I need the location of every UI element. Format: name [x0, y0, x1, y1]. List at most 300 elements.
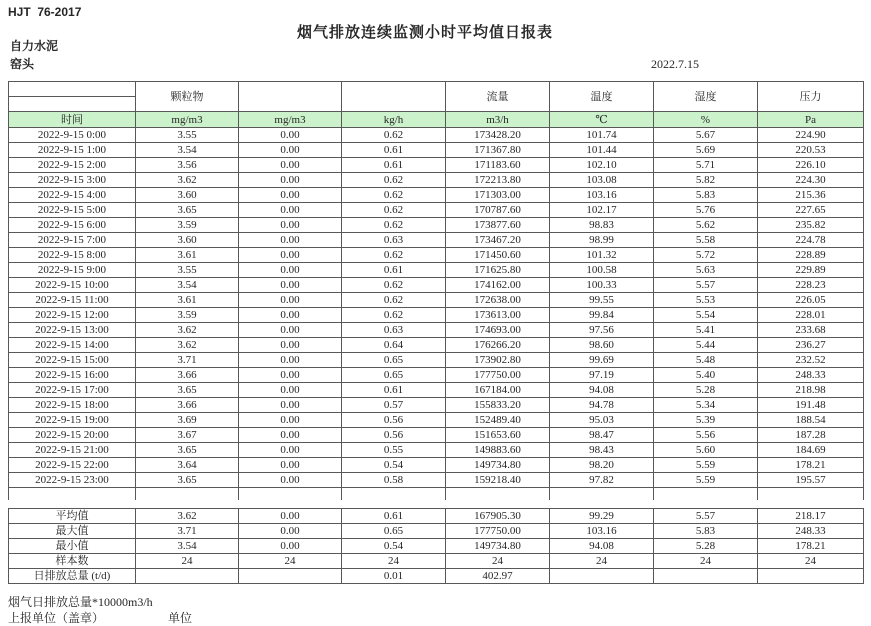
- value-cell: 5.28: [654, 383, 758, 398]
- time-cell: 2022-9-15 13:00: [9, 323, 136, 338]
- summary-label-cell: 样本数: [9, 554, 136, 569]
- value-cell: 235.82: [758, 218, 864, 233]
- value-cell: 5.54: [654, 308, 758, 323]
- value-cell: 3.54: [136, 539, 239, 554]
- value-cell: 0.00: [239, 293, 342, 308]
- value-cell: 3.62: [136, 338, 239, 353]
- table-row: [9, 413, 864, 428]
- split-top-cell: [9, 83, 135, 97]
- value-cell: [654, 569, 758, 584]
- value-cell: 24: [758, 554, 864, 569]
- unit-header-mgm3-2: mg/m3: [239, 112, 342, 128]
- value-cell: 0.00: [239, 158, 342, 173]
- value-cell: 0.00: [239, 353, 342, 368]
- value-cell: 0.63: [342, 323, 446, 338]
- value-cell: 3.55: [136, 263, 239, 278]
- group-header-humidity: 湿度: [654, 82, 758, 112]
- value-cell: [758, 569, 864, 584]
- value-cell: 5.53: [654, 293, 758, 308]
- table-row: [9, 338, 864, 353]
- value-cell: 0.00: [239, 308, 342, 323]
- value-cell: 248.33: [758, 368, 864, 383]
- empty-cell: [550, 488, 654, 500]
- value-cell: 0.65: [342, 524, 446, 539]
- time-cell: 2022-9-15 12:00: [9, 308, 136, 323]
- time-cell: 2022-9-15 7:00: [9, 233, 136, 248]
- value-cell: 95.03: [550, 413, 654, 428]
- time-cell: 2022-9-15 10:00: [9, 278, 136, 293]
- company-name: 自力水泥: [10, 39, 59, 53]
- summary-label-cell: 最小值: [9, 539, 136, 554]
- group-header-pressure: 压力: [758, 82, 864, 112]
- value-cell: 248.33: [758, 524, 864, 539]
- value-cell: 177750.00: [446, 368, 550, 383]
- page-title: 烟气排放连续监测小时平均值日报表: [296, 25, 553, 41]
- value-cell: 226.10: [758, 158, 864, 173]
- time-cell: 2022-9-15 18:00: [9, 398, 136, 413]
- summary-row: [9, 524, 864, 539]
- value-cell: 402.97: [446, 569, 550, 584]
- time-cell: 2022-9-15 15:00: [9, 353, 136, 368]
- value-cell: 3.54: [136, 143, 239, 158]
- empty-cell: [342, 488, 446, 500]
- value-cell: 0.62: [342, 188, 446, 203]
- value-cell: 3.62: [136, 509, 239, 524]
- value-cell: 229.89: [758, 263, 864, 278]
- value-cell: 236.27: [758, 338, 864, 353]
- value-cell: 177750.00: [446, 524, 550, 539]
- value-cell: 0.00: [239, 143, 342, 158]
- value-cell: 0.56: [342, 413, 446, 428]
- value-cell: 0.00: [239, 509, 342, 524]
- value-cell: 0.00: [239, 263, 342, 278]
- value-cell: 99.29: [550, 509, 654, 524]
- table-row: [9, 473, 864, 488]
- value-cell: 3.65: [136, 383, 239, 398]
- value-cell: 5.44: [654, 338, 758, 353]
- value-cell: 5.69: [654, 143, 758, 158]
- value-cell: 174162.00: [446, 278, 550, 293]
- value-cell: 5.58: [654, 233, 758, 248]
- table-row: [9, 443, 864, 458]
- summary-row: [9, 539, 864, 554]
- value-cell: 103.08: [550, 173, 654, 188]
- value-cell: 3.59: [136, 218, 239, 233]
- value-cell: 94.08: [550, 539, 654, 554]
- value-cell: 0.00: [239, 413, 342, 428]
- value-cell: 94.78: [550, 398, 654, 413]
- group-header-pm: 颗粒物: [136, 82, 239, 112]
- table-row: [9, 158, 864, 173]
- empty-cell: [654, 488, 758, 500]
- table-row: [9, 398, 864, 413]
- value-cell: 228.01: [758, 308, 864, 323]
- table-row: [9, 233, 864, 248]
- time-cell: 2022-9-15 1:00: [9, 143, 136, 158]
- value-cell: 149883.60: [446, 443, 550, 458]
- empty-cell: [446, 488, 550, 500]
- value-cell: 5.83: [654, 188, 758, 203]
- value-cell: 5.57: [654, 278, 758, 293]
- value-cell: 0.64: [342, 338, 446, 353]
- value-cell: 0.00: [239, 524, 342, 539]
- value-cell: 5.48: [654, 353, 758, 368]
- value-cell: 98.99: [550, 233, 654, 248]
- value-cell: 224.90: [758, 128, 864, 143]
- time-cell: 2022-9-15 8:00: [9, 248, 136, 263]
- value-cell: 5.59: [654, 458, 758, 473]
- group-header-empty-2: [342, 82, 446, 112]
- value-cell: 24: [342, 554, 446, 569]
- value-cell: 98.83: [550, 218, 654, 233]
- table-row: [9, 248, 864, 263]
- table-row: [9, 188, 864, 203]
- group-header-empty-1: [239, 82, 342, 112]
- summary-row: [9, 569, 864, 584]
- table-row: [9, 203, 864, 218]
- value-cell: 0.00: [239, 539, 342, 554]
- value-cell: 24: [550, 554, 654, 569]
- value-cell: 0.00: [239, 458, 342, 473]
- value-cell: 0.00: [239, 368, 342, 383]
- unit-header-row: [9, 112, 864, 128]
- value-cell: 0.00: [239, 203, 342, 218]
- value-cell: 3.65: [136, 473, 239, 488]
- value-cell: 167905.30: [446, 509, 550, 524]
- value-cell: 191.48: [758, 398, 864, 413]
- value-cell: 171367.80: [446, 143, 550, 158]
- value-cell: 3.59: [136, 308, 239, 323]
- empty-cell: [758, 488, 864, 500]
- value-cell: 98.60: [550, 338, 654, 353]
- empty-cell: [136, 488, 239, 500]
- value-cell: 24: [239, 554, 342, 569]
- value-cell: 5.34: [654, 398, 758, 413]
- doc-code: HJT 76-2017: [8, 5, 82, 19]
- unit-header-kgh: kg/h: [342, 112, 446, 128]
- value-cell: 0.62: [342, 173, 446, 188]
- value-cell: 173877.60: [446, 218, 550, 233]
- time-cell: 2022-9-15 3:00: [9, 173, 136, 188]
- value-cell: 3.67: [136, 428, 239, 443]
- value-cell: 0.01: [342, 569, 446, 584]
- value-cell: 173428.20: [446, 128, 550, 143]
- value-cell: 3.66: [136, 368, 239, 383]
- value-cell: 5.41: [654, 323, 758, 338]
- time-cell: 2022-9-15 4:00: [9, 188, 136, 203]
- value-cell: 215.36: [758, 188, 864, 203]
- table-row: [9, 293, 864, 308]
- time-cell: 2022-9-15 23:00: [9, 473, 136, 488]
- value-cell: 218.17: [758, 509, 864, 524]
- value-cell: 3.69: [136, 413, 239, 428]
- value-cell: 233.68: [758, 323, 864, 338]
- value-cell: 228.23: [758, 278, 864, 293]
- value-cell: 5.71: [654, 158, 758, 173]
- value-cell: 5.72: [654, 248, 758, 263]
- value-cell: 3.54: [136, 278, 239, 293]
- summary-label-cell: 最大值: [9, 524, 136, 539]
- unit-label: 单位: [168, 611, 193, 625]
- summary-table: [8, 508, 864, 584]
- value-cell: 97.56: [550, 323, 654, 338]
- value-cell: 97.19: [550, 368, 654, 383]
- unit-header-time: 时间: [9, 112, 136, 128]
- table-row: [9, 353, 864, 368]
- value-cell: 176266.20: [446, 338, 550, 353]
- time-cell: 2022-9-15 21:00: [9, 443, 136, 458]
- value-cell: 0.61: [342, 158, 446, 173]
- value-cell: 0.57: [342, 398, 446, 413]
- value-cell: 173467.20: [446, 233, 550, 248]
- table-row: [9, 383, 864, 398]
- footer-line: [8, 609, 193, 626]
- value-cell: 173902.80: [446, 353, 550, 368]
- value-cell: 5.60: [654, 443, 758, 458]
- value-cell: 226.05: [758, 293, 864, 308]
- value-cell: 0.00: [239, 383, 342, 398]
- value-cell: 0.61: [342, 143, 446, 158]
- value-cell: 24: [654, 554, 758, 569]
- value-cell: 218.98: [758, 383, 864, 398]
- table-row: [9, 128, 864, 143]
- summary-row: [9, 554, 864, 569]
- value-cell: 99.84: [550, 308, 654, 323]
- value-cell: 5.83: [654, 524, 758, 539]
- value-cell: 0.62: [342, 308, 446, 323]
- value-cell: 0.61: [342, 263, 446, 278]
- data-table: [8, 81, 864, 500]
- time-cell: 2022-9-15 20:00: [9, 428, 136, 443]
- value-cell: 0.62: [342, 293, 446, 308]
- value-cell: 0.62: [342, 218, 446, 233]
- split-bottom-cell: [9, 97, 135, 111]
- value-cell: 0.00: [239, 398, 342, 413]
- time-cell: 2022-9-15 0:00: [9, 128, 136, 143]
- value-cell: 155833.20: [446, 398, 550, 413]
- value-cell: 98.43: [550, 443, 654, 458]
- value-cell: 103.16: [550, 524, 654, 539]
- time-cell: 2022-9-15 6:00: [9, 218, 136, 233]
- value-cell: 103.16: [550, 188, 654, 203]
- value-cell: 5.39: [654, 413, 758, 428]
- value-cell: 0.56: [342, 428, 446, 443]
- value-cell: 0.00: [239, 128, 342, 143]
- table-row: [9, 428, 864, 443]
- value-cell: 3.64: [136, 458, 239, 473]
- value-cell: 5.62: [654, 218, 758, 233]
- value-cell: 3.62: [136, 323, 239, 338]
- value-cell: 224.30: [758, 173, 864, 188]
- value-cell: 94.08: [550, 383, 654, 398]
- value-cell: 178.21: [758, 539, 864, 554]
- value-cell: 3.71: [136, 353, 239, 368]
- value-cell: 188.54: [758, 413, 864, 428]
- time-cell: 2022-9-15 19:00: [9, 413, 136, 428]
- value-cell: 0.00: [239, 443, 342, 458]
- time-cell: 2022-9-15 2:00: [9, 158, 136, 173]
- group-header-row: [9, 82, 864, 112]
- time-cell: 2022-9-15 9:00: [9, 263, 136, 278]
- value-cell: 5.40: [654, 368, 758, 383]
- unit-header-pa: Pa: [758, 112, 864, 128]
- time-cell: 2022-9-15 17:00: [9, 383, 136, 398]
- value-cell: 0.00: [239, 248, 342, 263]
- value-cell: 0.62: [342, 203, 446, 218]
- value-cell: 0.58: [342, 473, 446, 488]
- value-cell: 3.55: [136, 128, 239, 143]
- value-cell: 0.65: [342, 368, 446, 383]
- value-cell: 0.62: [342, 248, 446, 263]
- value-cell: 5.63: [654, 263, 758, 278]
- value-cell: 5.76: [654, 203, 758, 218]
- empty-cell: [239, 488, 342, 500]
- value-cell: 151653.60: [446, 428, 550, 443]
- time-cell: 2022-9-15 14:00: [9, 338, 136, 353]
- value-cell: 0.00: [239, 233, 342, 248]
- value-cell: 5.59: [654, 473, 758, 488]
- value-cell: 171625.80: [446, 263, 550, 278]
- value-cell: 101.32: [550, 248, 654, 263]
- value-cell: 3.60: [136, 233, 239, 248]
- value-cell: 100.58: [550, 263, 654, 278]
- value-cell: 159218.40: [446, 473, 550, 488]
- summary-label-cell: 日排放总量 (t/d): [9, 569, 136, 584]
- value-cell: 24: [136, 554, 239, 569]
- value-cell: 0.65: [342, 353, 446, 368]
- value-cell: 5.82: [654, 173, 758, 188]
- value-cell: 0.54: [342, 539, 446, 554]
- group-header-temperature: 温度: [550, 82, 654, 112]
- footnote: 烟气日排放总量*10000m3/h: [8, 595, 153, 609]
- value-cell: 3.65: [136, 203, 239, 218]
- value-cell: 5.67: [654, 128, 758, 143]
- value-cell: 3.56: [136, 158, 239, 173]
- value-cell: 3.61: [136, 293, 239, 308]
- value-cell: 0.00: [239, 338, 342, 353]
- summary-label-cell: 平均值: [9, 509, 136, 524]
- value-cell: 220.53: [758, 143, 864, 158]
- value-cell: 224.78: [758, 233, 864, 248]
- value-cell: 101.44: [550, 143, 654, 158]
- report-date: 2022.7.15: [651, 57, 699, 71]
- value-cell: 170787.60: [446, 203, 550, 218]
- value-cell: 172213.80: [446, 173, 550, 188]
- value-cell: 227.65: [758, 203, 864, 218]
- value-cell: 195.57: [758, 473, 864, 488]
- value-cell: 5.57: [654, 509, 758, 524]
- value-cell: 24: [446, 554, 550, 569]
- value-cell: 0.61: [342, 383, 446, 398]
- value-cell: 102.17: [550, 203, 654, 218]
- value-cell: 149734.80: [446, 539, 550, 554]
- value-cell: 0.54: [342, 458, 446, 473]
- value-cell: 99.69: [550, 353, 654, 368]
- value-cell: 232.52: [758, 353, 864, 368]
- unit-header-mgm3-1: mg/m3: [136, 112, 239, 128]
- table-row: [9, 458, 864, 473]
- value-cell: 0.00: [239, 218, 342, 233]
- value-cell: 0.61: [342, 509, 446, 524]
- table-row: [9, 278, 864, 293]
- value-cell: 3.66: [136, 398, 239, 413]
- time-cell: 2022-9-15 16:00: [9, 368, 136, 383]
- unit-header-m3h: m3/h: [446, 112, 550, 128]
- value-cell: 174693.00: [446, 323, 550, 338]
- monitor-point: 窑头: [10, 57, 35, 71]
- value-cell: 187.28: [758, 428, 864, 443]
- group-header-flow: 流量: [446, 82, 550, 112]
- value-cell: 173613.00: [446, 308, 550, 323]
- value-cell: 167184.00: [446, 383, 550, 398]
- value-cell: 3.65: [136, 443, 239, 458]
- value-cell: 5.28: [654, 539, 758, 554]
- value-cell: 98.20: [550, 458, 654, 473]
- value-cell: 3.71: [136, 524, 239, 539]
- value-cell: 0.62: [342, 128, 446, 143]
- table-row: [9, 263, 864, 278]
- value-cell: 0.00: [239, 473, 342, 488]
- table-row: [9, 218, 864, 233]
- value-cell: 152489.40: [446, 413, 550, 428]
- value-cell: 0.00: [239, 278, 342, 293]
- report-unit-label: 上报单位（盖章）: [8, 611, 105, 625]
- value-cell: 171183.60: [446, 158, 550, 173]
- table-row: [9, 173, 864, 188]
- value-cell: 172638.00: [446, 293, 550, 308]
- table-row: [9, 323, 864, 338]
- value-cell: 0.00: [239, 428, 342, 443]
- value-cell: 228.89: [758, 248, 864, 263]
- time-header-split-cell: [9, 82, 136, 112]
- value-cell: 149734.80: [446, 458, 550, 473]
- value-cell: 97.82: [550, 473, 654, 488]
- value-cell: 178.21: [758, 458, 864, 473]
- summary-row: [9, 509, 864, 524]
- value-cell: 0.63: [342, 233, 446, 248]
- value-cell: 101.74: [550, 128, 654, 143]
- value-cell: [239, 569, 342, 584]
- time-cell: 2022-9-15 22:00: [9, 458, 136, 473]
- table-row: [9, 308, 864, 323]
- value-cell: 3.60: [136, 188, 239, 203]
- value-cell: 0.00: [239, 323, 342, 338]
- empty-row: [9, 488, 864, 500]
- time-cell: 2022-9-15 11:00: [9, 293, 136, 308]
- value-cell: 171450.60: [446, 248, 550, 263]
- value-cell: [136, 569, 239, 584]
- value-cell: 102.10: [550, 158, 654, 173]
- value-cell: 0.00: [239, 173, 342, 188]
- value-cell: 184.69: [758, 443, 864, 458]
- unit-header-percent: %: [654, 112, 758, 128]
- table-row: [9, 143, 864, 158]
- unit-header-celsius: ℃: [550, 112, 654, 128]
- table-row: [9, 368, 864, 383]
- value-cell: [550, 569, 654, 584]
- empty-cell: [9, 488, 136, 500]
- value-cell: 3.61: [136, 248, 239, 263]
- value-cell: 0.62: [342, 278, 446, 293]
- value-cell: 5.56: [654, 428, 758, 443]
- value-cell: 100.33: [550, 278, 654, 293]
- value-cell: 171303.00: [446, 188, 550, 203]
- value-cell: 0.00: [239, 188, 342, 203]
- value-cell: 0.55: [342, 443, 446, 458]
- value-cell: 98.47: [550, 428, 654, 443]
- value-cell: 99.55: [550, 293, 654, 308]
- time-cell: 2022-9-15 5:00: [9, 203, 136, 218]
